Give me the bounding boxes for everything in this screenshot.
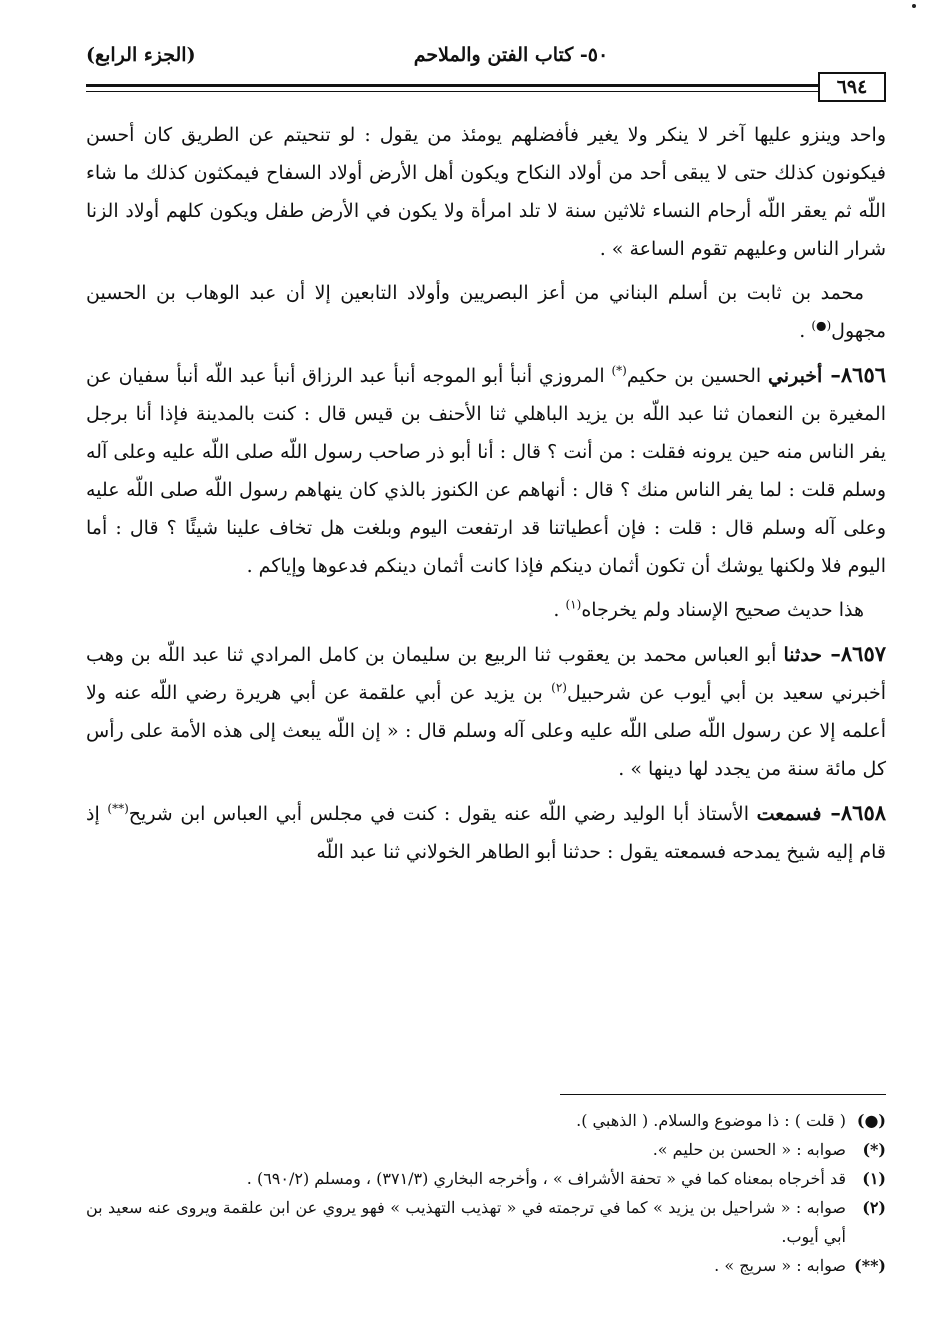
footnote-text: قد أخرجاه بمعناه كما في « تحفة الأشراف » ، وأخرجه البخاري (٣٧١/٣) ، ومسلم (٦٩٠/٢) .	[246, 1169, 846, 1188]
hadith-text: الأستاذ أبا الوليد رضي اللّه عنه يقول : كنت في مجلس أبي العباس ابن شريح	[128, 803, 757, 825]
hadith-text: بن يزيد عن أبي علقمة عن أبي هريرة رضي اللّه عنه ولا أعلمه إلا عن رسول اللّه صلى اللّه عليه وعلى آله وسلم قال : « إن اللّه يبعث إلى هذه الأمة على رأس كل مائة سنة من يجدد لها دينها » .	[86, 682, 886, 780]
hadith-text: المروزي أنبأ أبو الموجه أنبأ عبد الرزاق أنبأ عبد اللّه أنبأ سفيان عن المغيرة بن النعمان ثنا عبد اللّه بن يزيد الباهلي ثنا الأحنف بن قيس قال : كنت بالمدينة فإذا أنا برجل يفر الناس منه حين يرونه فقلت : من أنت ؟ قال : أنا أبو ذر صاحب رسول اللّه صلى اللّه عليه وعلى آله وسلم قلت : لما يفر الناس منك ؟ قال : أنهاهم عن الكنوز بالذي كان ينهاهم رسول اللّه صلى اللّه عليه وعلى آله وسلم قال : قلت : فإن أعطياتنا قد ارتفعت اليوم وبلغت هل تخاف علينا شيئًا ؟ قال : أما اليوم فلا ولكنها يوشك أن تكون أثمان دينكم فإذا كانت أثمان دينكم فدعوها وإياكم .	[86, 365, 886, 577]
footnote-item	[86, 1251, 886, 1280]
running-header	[86, 40, 886, 80]
footnote-item	[86, 1106, 886, 1135]
hadith-lead: فسمعت	[756, 803, 822, 825]
hadith-text: الحسين بن حكيم	[626, 365, 768, 387]
chapter-title: ٥٠- كتاب الفتن والملاحم	[413, 44, 609, 66]
page-number: ٦٩٤	[818, 72, 886, 102]
hadith-8658	[86, 794, 886, 871]
hadith-text: أبو العباس محمد بن يعقوب ثنا الربيع بن سليمان بن كامل المرادي ثنا عبد اللّه بن وهب أخبرني سعيد بن أبي أيوب عن شرحبيل	[86, 644, 887, 704]
hadith-dash: –	[821, 800, 841, 825]
hadith-number: ٨٦٥٧	[840, 641, 887, 666]
footnote-ref[interactable]: (*)	[611, 363, 627, 378]
volume-label: (الجزء الرابع)	[86, 44, 196, 66]
verdict-text: هذا حديث صحيح الإسناد ولم يخرجاه	[581, 599, 864, 621]
footnote-ref[interactable]: (٢)	[551, 680, 567, 695]
header-rule-thin	[86, 91, 886, 92]
hadith-8656	[86, 356, 886, 585]
hadith-text: إذ قام إليه شيخ يمدحه فسمعته يقول : حدثنا أبو الطاهر الخولاني ثنا عبد اللّه	[86, 803, 886, 863]
footnote-separator	[560, 1094, 886, 1095]
footnote-text: ( قلت ) : ذا موضوع والسلام. ( الذهبي ).	[576, 1111, 846, 1130]
header-rule-thick	[86, 84, 886, 87]
main-text	[86, 116, 886, 877]
paragraph-text: واحد وينزو عليها آخر لا ينكر ولا يغير فأفضلهم يومئذ من يقول : لو تنحيتم عن الطريق كان أحسن فيكونون كذلك حتى لا يبقى أحد من أولاد النكاح ويكون أهل الأرض أولاد السفاح فيمكثون كذلك ما شاء اللّه ثم يعقر اللّه أرحام النساء ثلاثين سنة لا تلد امرأة ولا يكون في الأرض طفل ويكون كلهم أولاد الزنا شرار الناس وعليهم تقوم الساعة » .	[86, 124, 887, 260]
hadith-number: ٨٦٥٨	[840, 800, 887, 825]
footnote-text: صوابه : « سريج » .	[714, 1256, 846, 1275]
paragraph-end: .	[799, 320, 812, 342]
footnote-mark: (*)	[862, 1140, 886, 1159]
footnote-text: صوابه : « الحسن بن حليم ».	[652, 1140, 846, 1159]
footnote-item	[86, 1164, 886, 1193]
footnote-ref[interactable]: (**)	[107, 801, 129, 816]
footnote-item	[86, 1193, 886, 1251]
footnote-ref[interactable]: (●)	[811, 318, 832, 333]
footnote-mark: (١)	[862, 1169, 886, 1188]
paragraph-commentary	[86, 274, 886, 350]
hadith-number: ٨٦٥٦	[840, 362, 887, 387]
hadith-dash: –	[822, 641, 841, 666]
footnote-ref[interactable]: (١)	[565, 597, 582, 612]
paragraph-end: .	[553, 599, 566, 621]
paragraph-continuation	[86, 116, 886, 268]
footnotes	[86, 1106, 886, 1280]
hadith-verdict	[86, 591, 886, 629]
hadith-lead: أخبرني	[767, 365, 823, 387]
footnote-mark: (٢)	[862, 1198, 886, 1217]
paragraph-text: محمد بن ثابت بن أسلم البناني من أعز البصريين وأولاد التابعين إلا أن عبد الوهاب بن الحسين مجهول	[86, 282, 886, 342]
hadith-8657	[86, 635, 886, 788]
footnote-item	[86, 1135, 886, 1164]
hadith-lead: حدثنا	[783, 644, 823, 666]
footnote-mark: (**)	[854, 1256, 886, 1275]
hadith-dash: –	[822, 362, 841, 387]
corner-dot	[912, 4, 916, 8]
footnote-mark: (●)	[856, 1111, 886, 1130]
footnote-text: صوابه : « شراحيل بن يزيد » كما في ترجمته في « تهذيب التهذيب » فهو يروي عن ابن علقمة ويروى عنه سعيد بن أبي أيوب.	[86, 1198, 846, 1246]
